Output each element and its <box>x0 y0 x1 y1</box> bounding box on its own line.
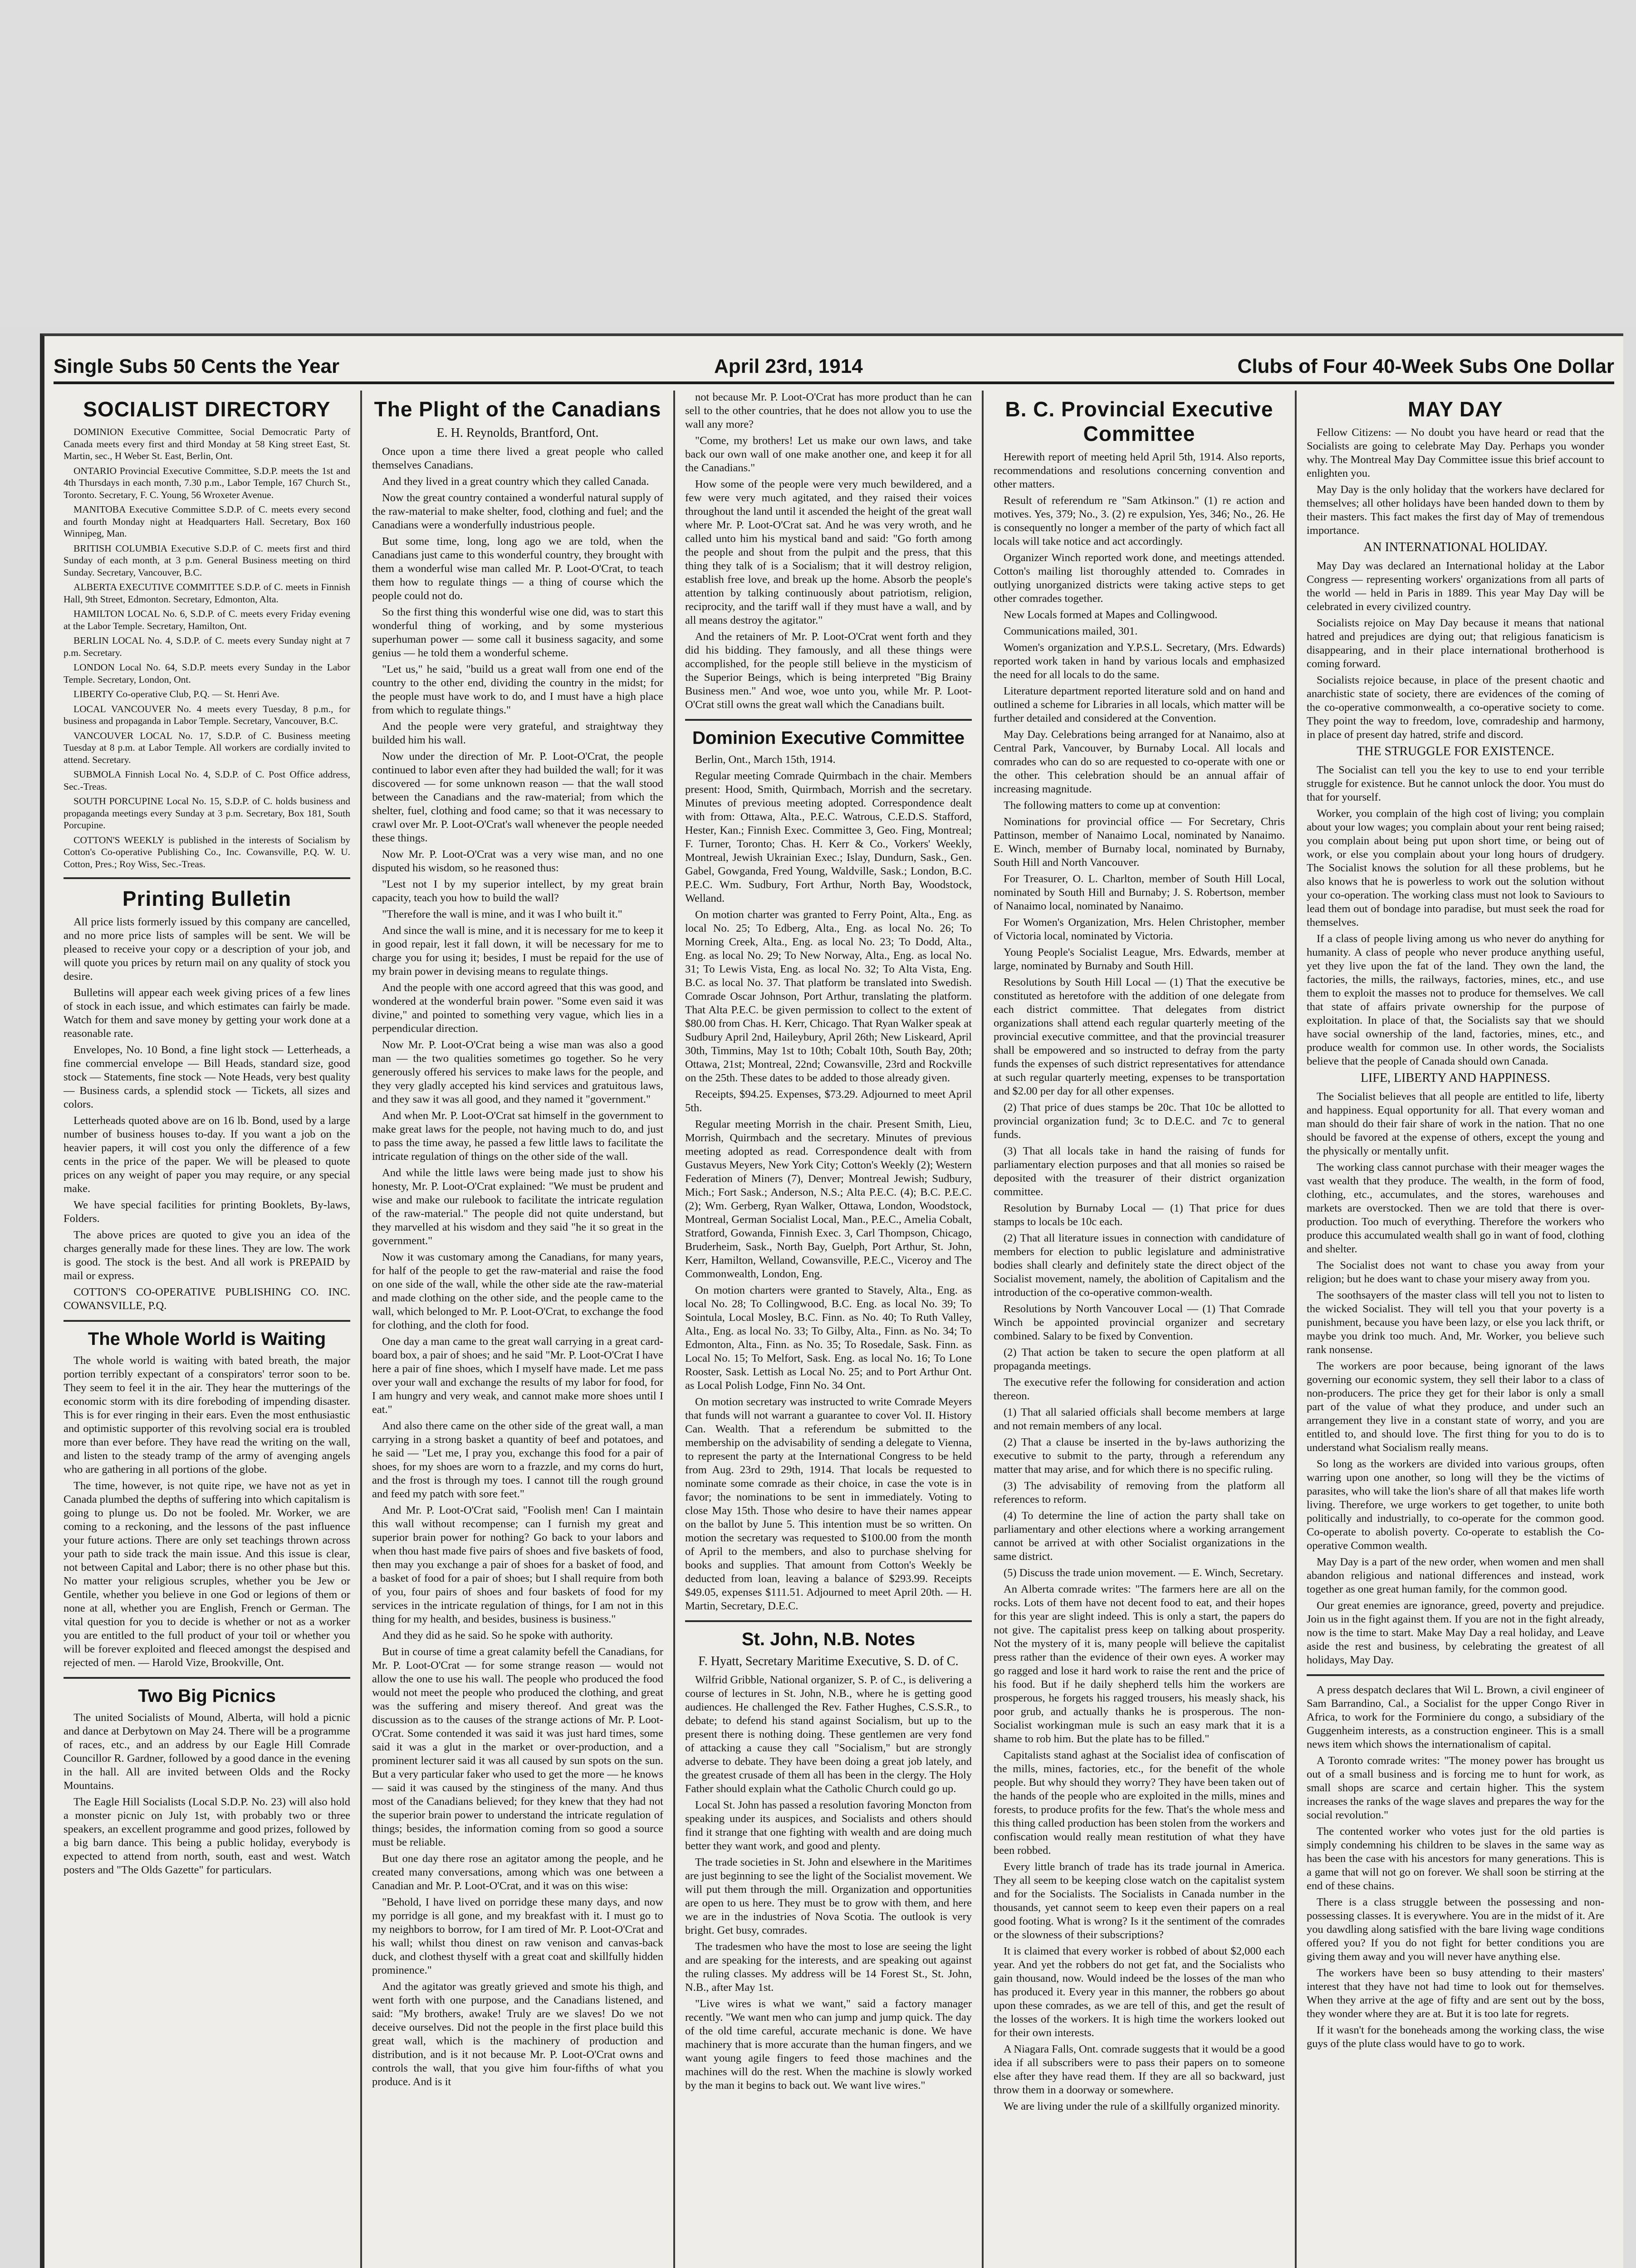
report-paragraph: Communications mailed, 301. <box>1004 625 1138 637</box>
article-paragraph: "Lest not I by my superior intellect, by my great brain capacity, teach you how to build the wall? <box>372 878 663 904</box>
report-paragraph: For Treasurer, O. L. Charlton, member of South Hill Local, nominated by South Hill and Burnaby; J. S. Robertson, member of Nanaimo local, nominated by Nanaimo. <box>994 873 1285 912</box>
printing-paragraph: Letterheads quoted above are on 16 lb. Bond, used by a large number of business houses to-day. If you want a job on the heavier papers, it will cost you only the difference of a few cents in the price of the paper. We will be pleased to quote prices on any weight of paper you may require, or any special make. <box>64 1114 350 1195</box>
article-paragraph: Now under the direction of Mr. P. Loot-O'Crat, the people continued to labor even after they had builded the wall; for it was discovered — for some unknown reason — that the wall stood between the Canadians and the raw-material; from which the shelter, fuel, clothing and food came; so that it was necessary to crawl over Mr. P. Loot-O'Crat's wall whenever the people needed these things. <box>372 750 663 844</box>
may-day-paragraph: If a class of people living among us who never do anything for humanity. A class of people who never produce anything useful, yet they live upon the fat of the land. They own the land, the factories, the mills, the railways, factories, mines, etc., and use them to exploit the masses not to produce for themselves. We call that state of affairs private ownership for the purpose of exploitation. In place of that, the Socialists say that we should have social ownership of the land, factories, mines, etc., and produce wealth for common use. In other words, the Socialists believe that the people of Canada should own Canada. <box>1307 933 1604 1067</box>
directory-entry: LOCAL VANCOUVER No. 4 meets every Tuesday, 8 p.m., for business and propaganda in Labor Temple. Secretary, Vancouver, B.C. <box>64 703 350 726</box>
may-day-paragraph: Worker, you complain of the high cost of living; you complain about your low wages; you complain about your rent being raised; you complain about being put upon short time, or being out of work, or else you complain about your long hours of drudgery. The Socialist knows the solution for all these problems, but he also knows that he is powerless to work out the solution without your co-operation. The working class must not look to Saviours to lead them out of bondage into paradise, but must seek the road for themselves. <box>1307 807 1604 929</box>
printing-paragraph: COTTON'S CO-OPERATIVE PUBLISHING CO. INC. COWANSVILLE, P.Q. <box>64 1286 350 1312</box>
news-item: A press despatch declares that Wil L. Brown, a civil engineer of Sam Barrandino, Cal., a Socialist for the upper Congo River in Africa, to work for the Forminiere du congo, a subsidiary of the Guggenheim interests, as a construction engineer. This is a small news item which shows the internationalism of capital. <box>1307 1684 1604 1750</box>
may-day-paragraph: Our great enemies are ignorance, greed, poverty and prejudice. Join us in the fight against them. If you are not in the fight already, now is the time to start. Make May Day a real holiday, and Leave aside the rest and business, by celebrating the greatest of all holidays, May Day. <box>1307 1599 1604 1666</box>
report-paragraph: Literature department reported literature sold and on hand and outlined a scheme for Libraries in all locals, which matter will be further detailed and considered at the Convention. <box>994 685 1285 724</box>
plight-byline: E. H. Reynolds, Brantford, Ont. <box>436 426 599 440</box>
news-item: The workers have been so busy attending to their masters' interest that they have not had time to look out for themselves. When they arrive at the age of fifty and are sent out by the boss, they wonder where they are at. But it is too late for regrets. <box>1307 1967 1604 2020</box>
article-paragraph: Now Mr. P. Loot-O'Crat was a very wise man, and no one disputed his wisdom, so he reasoned thus: <box>372 848 663 874</box>
article-paragraph: And also there came on the other side of the great wall, a man carrying in a strong basket a quantity of beef and potatoes, and he said — "Let me, I pray you, exchange this food for a pair of shoes, for my shoes are worn to a frazzle, and my corns do hurt, and the frost is through my toes. I cannot till the rough ground and feed my patch with sore feet." <box>372 1420 663 1500</box>
scan-margin-top <box>0 0 1636 327</box>
section-divider <box>64 877 350 879</box>
article-paragraph: Now the great country contained a wonderful natural supply of the raw-material to make shelter, food, clothing and fuel; and the Canadians were a wonderfully industrious people. <box>372 492 663 531</box>
article-paragraph: But one day there rose an agitator among the people, and he created many conversations, among which was one between a Canadian and Mr. P. Loot-O'Crat, and it was on this wise: <box>372 1853 663 1892</box>
may-day-paragraph: The Socialist believes that all people are entitled to life, liberty and happiness. Equal opportunity for all. That every woman and man should do their fair share of work in the nation. That no one should be favored at the expense of others, except the young and the physically or mentally unfit. <box>1307 1090 1604 1157</box>
plight-title: The Plight of the Canadians <box>374 397 661 421</box>
report-paragraph: (4) To determine the line of action the party shall take on parliamentary and other elections where a working arrangement cannot be arrived at with other Socialist organizations in the same district. <box>994 1510 1285 1563</box>
report-paragraph: Herewith report of meeting held April 5th, 1914. Also reports, recommendations and resolutions concerning convention and other matters. <box>994 451 1285 490</box>
bc-provincial-title: B. C. Provincial Executive Committee <box>1005 397 1274 445</box>
article-paragraph: And while the little laws were being made just to show his honesty, Mr. P. Loot-O'Crat explained: "We must be prudent and wise and make our rulebook to facilitate the intricate regulation of the raw-material." The people did not quite understand, but they marvelled at his wisdom and they said "he it so great in the government." <box>372 1167 663 1247</box>
article-paragraph: And the retainers of Mr. P. Loot-O'Crat went forth and they did his bidding. They famously, and all these things were accomplished, for the people still believe in the mysticism of the Superior Beings, which is being interpreted "Big Brainy Business men." And woe, woe unto you, while Mr. P. Loot-O'Crat still owns the great wall which the Canadians built. <box>685 631 972 711</box>
article-paragraph: But in course of time a great calamity befell the Canadians, for Mr. P. Loot-O'Crat — for some strange reason — would not allow the one to use his wall. The people who produced the food would not meet the people who produced the clothing, and great was the suffering and misery thereof. And great was the discussion as to the causes of the strange actions of Mr. P. Loot-O'Crat. Some contended it was said it was just hard times, some said it was a glut in the market or over-production, and a prominent lecturer said it was all caused by sun spots on the sun. But a very particular faker who used to get the more — he knows — said it was caused by the stinginess of the many. And thus most of the Canadians believed; for they knew that they had not the superior brain power to understand the intricate regulation of things; besides, the information coming from so good a source must be reliable. <box>372 1646 663 1848</box>
news-item: A Toronto comrade writes: "The money power has brought us out of a small business and is forcing me to hunt for work, as small shops are scarce and certain higher. This the system increases the ranks of the wage slaves and prepares the way for the social revolution." <box>1307 1755 1604 1821</box>
section-divider <box>685 1620 972 1622</box>
report-paragraph: An Alberta comrade writes: "The farmers here are all on the rocks. Lots of them have not decent food to eat, and their hopes for this year are slight indeed. This is only a start, the papers do not give. The capitalist press keep on talking about prosperity. Not the mystery of it is, many people will believe the capitalist press rather than the evidence of their own eyes. A worker may go ragged and lose it hard work to raise the rent and the price of his food. But if he daily shepherd tells him the workers are prosperous, he forgets his ragged trousers, his measly shack, his poor grub, and actually thanks he is prosperous. The non-Socialist workingman mule is such an easy mark that it is a shame to rob him. But the plate has to be filled." <box>994 1583 1285 1745</box>
news-item: If it wasn't for the boneheads among the working class, the wise guys of the plute class would have to go to work. <box>1307 2024 1604 2050</box>
news-item: There is a class struggle between the possessing and non-possessing classes. It is everywhere. You are in the midst of it. Are you dawdling along satisfied with the bare living wage conditions offered you? If you do not fight for better conditions you are giving them away and you will never have anything else. <box>1307 1896 1604 1963</box>
directory-entry: LONDON Local No. 64, S.D.P. meets every Sunday in the Labor Temple. Secretary, London, Ont. <box>64 662 350 685</box>
notes-paragraph: The tradesmen who have the most to lose are seeing the light and are speaking for the interests, and are speaking out against the ruling classes. My address will be 14 Forest St., St. John, N.B., after May 1st. <box>685 1941 972 1994</box>
may-day-paragraph: The working class cannot purchase with their meager wages the vast wealth that they produce. The wealth, in the form of food, clothing, etc., accumulates, and the stores, warehouses and markets are overstocked. Then we are told that there is over-production. Too much of everything. Therefore the workers who produce this accumulated wealth shall go in want of food, clothing and shelter. <box>1307 1161 1604 1255</box>
may-day-paragraph: The Socialist can tell you the key to use to end your terrible struggle for existence. But he cannot unlock the door. You must do that for yourself. <box>1307 764 1604 803</box>
printing-bulletin-title: Printing Bulletin <box>122 887 292 910</box>
notes-paragraph: Local St. John has passed a resolution favoring Moncton from speaking under its auspices, and Socialists and others should find it strange that one fighting with wealth and are doing much better they want work, and good and plenty. <box>685 1799 972 1852</box>
newspaper-page <box>40 333 1623 2268</box>
report-paragraph: Women's organization and Y.P.S.L. Secretary, (Mrs. Edwards) reported work taken in hand by various locals and emphasized the need for all locals to do the same. <box>994 641 1285 681</box>
article-paragraph: And the people with one accord agreed that this was good, and wondered at the wonderful brain power. "Some even said it was divine," and pointed to something very vague, which lies in a perpendicular direction. <box>372 982 663 1035</box>
article-paragraph: Once upon a time there lived a great people who called themselves Canadians. <box>372 445 663 471</box>
may-day-paragraph: The workers are poor because, being ignorant of the laws governing our economic system, they sell their labor to a class of non-producers. The price they get for their labor is only a small part of the value of what they produce, and under such an arrangement they live in a constant state of worry, and you are entitled to, and should love. The first thing for you to do is to understand what Socialism really means. <box>1307 1360 1604 1454</box>
socialist-directory-list <box>64 426 350 870</box>
directory-entry: SOUTH PORCUPINE Local No. 15, S.D.P. of C. holds business and propaganda meetings every Sunday at 3 p.m. Secretary, Box 181, South Porcupine. <box>64 796 350 831</box>
world-paragraph: The time, however, is not quite ripe, we have not as yet in Canada plumbed the depths of suffering into which capitalism is going to plunge us. Do not be fooled. Mr. Worker, we are coming to a reckoning, and the lessons of the past influence your future actions. There are only set teachings thrown across your path to side track the main issue. And this issue is clear, not between Capital and Labor; there is no other phase but this. No matter your religious scruples, whether you be Jew or Gentile, whether you believe in one God or legions of them or none at all, whether you are English, French or German. The vital question for you to decide is whether or not as a worker you are entitled to the full product of your toil or whether you will be forever exploited and fleeced amongst the despised and rejected of men. — Harold Vize, Brookville, Ont. <box>64 1480 350 1669</box>
directory-entry: BRITISH COLUMBIA Executive S.D.P. of C. meets first and third Sunday of each month, at 3 p.m. General Business meeting on third Sunday. Secretary, Vancouver, B.C. <box>64 543 350 578</box>
article-paragraph: And the agitator was greatly grieved and smote his thigh, and went forth with one purpose, and the Canadians listened, and said: "My brothers, awake! Truly are we slaves! Do we not deceive ourselves. Did not the people in the first place build this great wall, which is the machinery of production and distribution, and is it not because Mr. P. Loot-O'Crat owns and controls the wall, that you give him four-fifths of what you produce. And is it <box>372 1980 663 2088</box>
minutes-paragraph: On motion secretary was instructed to write Comrade Meyers that funds will not warrant a guarantee to cover Vol. II. History Can. Wealth. That a referendum be submitted to the membership on the advisability of sending a delegate to Vienna, to represent the party at the International Congress to be held from Aug. 23rd to 29th, 1914. That locals be requested to nominate some comrade as their choice, in case the vote is in favor; the nominations to be sent in immediately. Voting to close May 15th. Those who desire to have their names appear on the ballot by June 5. This intention must be so written. On motion the secretary was requested to $100.00 from the month of April to the members, and also to purchase shelving for books and supplies. That amount from Cotton's Weekly be deducted from loan, leaving a balance of $293.99. Receipts $49.05, expenses $111.51. Adjourned to meet April 20th. — H. Martin, Secretary, D.E.C. <box>685 1396 972 1612</box>
report-paragraph: (5) Discuss the trade union movement. — E. Winch, Secretary. <box>1004 1567 1283 1579</box>
masthead <box>54 340 1614 384</box>
report-paragraph: Result of referendum re "Sam Atkinson." (1) re action and motives. Yes, 379; No., 3. (2) re expulsion, Yes, 346; No., 26. He is consequently no longer a member of the party of which fact all locals will take notice and act accordingly. <box>994 494 1285 547</box>
directory-entry: ONTARIO Provincial Executive Committee, S.D.P. meets the 1st and 4th Thursdays in each month, 7.30 p.m., Labor Temple, 167 Church St., Toronto. Secretary, F. C. Young, 56 Wroxeter Avenue. <box>64 465 350 500</box>
article-paragraph: But some time, long, long ago we are told, when the Canadians just came to this wonderful country, they brought with them a wonderful wise man called Mr. P. Loot-O'Crat, to teach them how to regulate things — a thing of course which the people could not do. <box>372 535 663 602</box>
article-paragraph: And when Mr. P. Loot-O'Crat sat himself in the government to make great laws for the people, not having much to do, and just to pass the time away, he passed a few little laws to facilitate the intricate regulation of things on the other side of the wall. <box>372 1110 663 1163</box>
article-paragraph: "Let us," he said, "build us a great wall from one end of the country to the other end, dividing the country in the midst; for the people must have work to do, and I must have a high place from which to regulate things." <box>372 663 663 716</box>
report-paragraph: The executive refer the following for consideration and action thereon. <box>994 1376 1285 1402</box>
report-paragraph: (2) That action be taken to secure the open platform at all propaganda meetings. <box>994 1346 1285 1372</box>
report-paragraph: (2) That price of dues stamps be 20c. That 10c be allotted to provincial organization fund; 3c to D.E.C. and 7c to general funds. <box>994 1101 1285 1141</box>
column-5 <box>1297 391 1614 2268</box>
article-paragraph: not because Mr. P. Loot-O'Crat has more product than he can sell to the other countries, that he does not allow you to use the wall any more? <box>685 391 972 430</box>
may-day-paragraph: The Socialist does not want to chase you away from your religion; but he does want to chase your misery away from you. <box>1307 1259 1604 1285</box>
directory-entry: ALBERTA EXECUTIVE COMMITTEE S.D.P. of C. meets in Finnish Hall, 9th Street, Edmonton. Secretary, Edmonton, Alta. <box>64 582 350 605</box>
minutes-paragraph: Berlin, Ont., March 15th, 1914. <box>695 753 836 766</box>
notes-paragraph: Wilfrid Gribble, National organizer, S. P. of C., is delivering a course of lectures in St. John, N.B., where he is getting good audiences. He challenged the Rev. Father Hughes, C.S.S.R., to debate; to defend his stand against Socialism, but up to the present there is nothing doing. These gentlemen are very fond of attacking a cause they call "Socialism," but are strongly adverse to debate. They have been doing a great job lately, and the greatest crusade of them all has been in the clergy. The Holy Father should explain what the Catholic Church could go up. <box>685 1674 972 1795</box>
section-divider <box>64 1677 350 1679</box>
minutes-paragraph: Receipts, $94.25. Expenses, $73.29. Adjourned to meet April 5th. <box>685 1088 972 1114</box>
report-paragraph: May Day. Celebrations being arranged for at Nanaimo, also at Central Park, Vancouver, by Burnaby Local. All locals and comrades who can do so are requested to co-operate with one or the other. This celebration should be an annual affair of increasing magnitude. <box>994 728 1285 795</box>
report-paragraph: Resolutions by North Vancouver Local — (1) That Comrade Winch be appointed provincial organizer and secretary combined. Salary to be fixed by Convention. <box>994 1303 1285 1342</box>
printing-paragraph: We have special facilities for printing Booklets, By-laws, Folders. <box>64 1199 350 1225</box>
directory-entry: MANITOBA Executive Committee S.D.P. of C. meets every second and fourth Monday night at Headquarters Hall. Secretary, Box 160 Winnipeg, Man. <box>64 504 350 539</box>
may-day-paragraph: Fellow Citizens: — No doubt you have heard or read that the Socialists are going to celebrate May Day. Perhaps you wonder why. The Montreal May Day Committee issue this brief account to enlighten you. <box>1307 426 1604 479</box>
article-paragraph: "Therefore the wall is mine, and it was I who built it." <box>382 908 622 920</box>
article-paragraph: So the first thing this wonderful wise one did, was to start this wonderful thing of working, and by some mysterious superhuman power — some call it business sagacity, and some genius — he told them a wonderful scheme. <box>372 606 663 659</box>
section-divider <box>64 1320 350 1322</box>
report-paragraph: Capitalists stand aghast at the Socialist idea of confiscation of the mills, mines, factories, etc., for the benefit of the whole people. But why should they worry? They have been taken out of the hands of the people who are exploited in the mills, mines and forests, to produce profits for the few. That's the whole mess and this thing called production has been stolen from the workers and confiscation would really mean restitution of what they have been robbed. <box>994 1749 1285 1857</box>
notes-paragraph: The trade societies in St. John and elsewhere in the Maritimes are just beginning to see the light of the Socialist movement. We will put them through the mill. Organization and opportunities are open to us here. They must be to grow with them, and here we are in the industries of Nova Scotia. The outlook is very bright. Get busy, comrades. <box>685 1856 972 1936</box>
international-holiday-subhead: AN INTERNATIONAL HOLIDAY. <box>1363 540 1548 554</box>
printing-paragraph: Bulletins will appear each week giving prices of a few lines of stock in each issue, and which estimates can fairly be made. Watch for them and save money by getting your work done at a reasonable rate. <box>64 987 350 1040</box>
report-paragraph: (1) That all salaried officials shall become members at large and not remain members of any local. <box>994 1406 1285 1432</box>
news-item: The contented worker who votes just for the old parties is simply condemning his children to be slaves in the same way as has been the case with his ancestors for many generations. This is a game that will not go on forever. We shall soon be stirring at the end of these chains. <box>1307 1825 1604 1892</box>
picnics-paragraph: The united Socialists of Mound, Alberta, will hold a picnic and dance at Derbytown on May 24. There will be a programme of races, etc., and an address by our Eagle Hill Comrade Councillor R. Gardner, followed by a good dance in the evening in the hall. All are invited between Olds and the Rocky Mountains. <box>64 1711 350 1792</box>
section-divider <box>685 719 972 721</box>
article-paragraph: And they lived in a great country which they called Canada. <box>382 475 649 488</box>
masthead-subscription-left: Single Subs 50 Cents the Year <box>54 355 340 377</box>
may-day-title: MAY DAY <box>1408 397 1503 421</box>
report-paragraph: Resolutions by South Hill Local — (1) That the executive be constituted as heretofore with the addition of one delegate from each district committee. That delegates from district organizations shall attend each regular quarterly meeting of the provincial executive committee, and that the provincial treasurer shall be empowered and so instructed to defray from the party funds the expenses of such district representatives for attendance at such regular quarterly meeting, expenses to be transportation and $2.00 per day for all other expenses. <box>994 976 1285 1097</box>
article-paragraph: And they did as he said. So he spoke with authority. <box>382 1629 613 1642</box>
may-day-paragraph: So long as the workers are divided into various groups, often warring upon one another, so long will they be the victims of parasites, who will take the lion's share of all that makes life worth living. Therefore, we urge workers to get together, to unite both politically and industrially, to co-operate for the common good. Co-operate to abolish poverty. Co-operate to establish the Co-operative Common wealth. <box>1307 1458 1604 1552</box>
article-paragraph: And since the wall is mine, and it is necessary for me to keep it in good repair, lest it fall down, it will be necessary for me to charge you for using it; besides, I must be repaid for the use of my brain power in devising means to regulate things. <box>372 924 663 978</box>
report-paragraph: We are living under the rule of a skillfully organized minority. <box>1004 2100 1280 2112</box>
printing-paragraph: All price lists formerly issued by this company are cancelled, and no more price lists of samples will be sent. We will be pleased to receive your copy or a description of your job, and will quote you prices by return mail on any quality of stock you desire. <box>64 916 350 982</box>
masthead-date: April 23rd, 1914 <box>714 355 863 377</box>
section-divider <box>1307 1674 1604 1676</box>
masthead-subscription-right: Clubs of Four 40-Week Subs One Dollar <box>1237 355 1614 377</box>
may-day-paragraph: Socialists rejoice on May Day because it means that national hatred and prejudices are dying out; that religious fanaticism is disappearing, and in their place international brotherhood is coming forward. <box>1307 617 1604 670</box>
article-paragraph: And the people were very grateful, and straightway they builded him his wall. <box>372 720 663 746</box>
report-paragraph: Nominations for provincial office — For Secretary, Chris Pattinson, member of Nanaimo Local, nominated by Nanaimo. E. Winch, member of Burnaby local, nominated by Burnaby, South Hill and North Vancouver. <box>994 816 1285 869</box>
report-paragraph: (2) That a clause be inserted in the by-laws authorizing the executive to submit to the party, through a referendum any matter that may arise, and for which there is no specific ruling. <box>994 1436 1285 1476</box>
report-paragraph: Organizer Winch reported work done, and meetings attended. Cotton's mailing list thoroughly attended to. Comrades in outlying unorganized districts were taking active steps to get other comrades together. <box>994 552 1285 605</box>
directory-entry: DOMINION Executive Committee, Social Democratic Party of Canada meets every first and third Monday at 58 King street East, St. Martin, sec., H Weber St. East, Berlin, Ont. <box>64 426 350 461</box>
column-4 <box>984 391 1297 2268</box>
article-paragraph: "Come, my brothers! Let us make our own laws, and take back our own wall of one make another one, and keep it for all the Canadians." <box>685 435 972 474</box>
directory-entry: SUBMOLA Finnish Local No. 4, S.D.P. of C. Post Office address, Sec.-Treas. <box>64 769 350 792</box>
column-3 <box>675 391 984 2268</box>
whole-world-title: The Whole World is Waiting <box>88 1329 326 1349</box>
report-paragraph: (2) That all literature issues in connection with candidature of members for election to public legislature and administrative bodies shall clearly and definitely state the direct object of the Socialist movement, namely, the abolition of Capitalism and the introduction of the co-operative common-wealth. <box>994 1232 1285 1299</box>
minutes-paragraph: On motion charter was granted to Ferry Point, Alta., Eng. as local No. 25; To Edberg, Alta., Eng. as local No. 26; To Morning Creek, Alta., Eng. as local No. 23; To Dodd, Alta., Eng. as local No. 29; To New Norway, Alta., Eng. as local No. 31; To Lewis Vista, Eng. as local No. 32; To Alta Vista, Eng. B.C. as local No. 37. That platform be translated into Swedish. Comrade Oscar Johnson, Port Arthur, translating the platform. That Alta P.E.C. be given permission to collect to the extent of $80.00 from Chas. H. Kerr, Chicago. That Ryan Walker speak at Sudbury April 2nd, Haileybury, April 26th; New Liskeard, April 30th, Timmins, May 1st to 10th; Cobalt 10th, South Bay, 20th; Ottawa, 21st; Montreal, 22nd; Cowansville, 23rd and Rockville on the 25th. These dates to be added to those already given. <box>685 909 972 1084</box>
dominion-executive-title: Dominion Executive Committee <box>692 728 965 748</box>
directory-entry: BERLIN LOCAL No. 4, S.D.P. of C. meets every Sunday night at 7 p.m. Secretary. <box>64 635 350 658</box>
st-john-notes-title: St. John, N.B. Notes <box>741 1629 916 1649</box>
report-paragraph: New Locals formed at Mapes and Collingwood. <box>1004 609 1218 621</box>
minutes-paragraph: Regular meeting Morrish in the chair. Present Smith, Lieu, Morrish, Quirmbach and the secretary. Minutes of previous meeting adopted as read. Correspondence dealt with from Gustavus Meyers, New York City; Cotton's Weekly (2); Western Federation of Miners (7), Denver; Montreal Jewish; Sudbury, Mich.; Fort Sask.; Anderson, N.S.; Alta P.E.C. (4); B.C. P.E.C. (2); Wm. Gerberg, Ryan Walker, Ottawa, London, Woodstock, Montreal, German Socialist Local, Man., P.E.C., Amelia Cobalt, Stratford, Gowanda, Finnish Exec. 3, Carl Thompson, Chicago, Bruderheim, Sask., North Bay, Guelph, Port Arthur, St. John, Kerr, Hamilton, Welland, Cowansville, P.E.C., Viceroy and The Commonwealth, London, Eng. <box>685 1118 972 1280</box>
may-day-paragraph: May Day is a part of the new order, when women and men shall abandon religious and national differences and instead, work together as one great human family, for the common good. <box>1307 1556 1604 1595</box>
may-day-paragraph: May Day was declared an International holiday at the Labor Congress — representing workers' organizations from all parts of the world — held in Paris in 1889. This year May Day will be celebrated in every civilized country. <box>1307 560 1604 613</box>
article-paragraph: One day a man came to the great wall carrying in a great card-board box, a pair of shoes; and he said "Mr. P. Loot-O'Crat I have here a pair of fine shoes, which I myself have made. Let me pass over your wall and exchange the results of my labor for food, for I am hungry and very weak, and cannot make more shoes until I eat." <box>372 1335 663 1416</box>
printing-paragraph: The above prices are quoted to give you an idea of the charges generally made for these lines. They are low. The work is good. The stock is the best. And all work is PREPAID by mail or express. <box>64 1229 350 1282</box>
minutes-paragraph: Regular meeting Comrade Quirmbach in the chair. Members present: Hood, Smith, Quirmbach, Morrish and the secretary. Minutes of previous meeting adopted. Correspondence dealt with from: Ottawa, Alta., P.E.C. Watrous, C.E.D.S. Stafford, Hester, Kan.; Finnish Exec. Committee 3, Geo. Fing, Montreal; F. Turner, Toronto; Chas. H. Kerr & Co., Vorkers' Weekly, Montreal, Jewish Ukrainian Exec.; Islay, Dundurn, Sask., Gen. Gabel, Gowganda, Fred Young, Waldville, Sask.; London, B.C. P.E.C. Wm. Sudbury, Fort Arthur, North Bay, Woodstock, Welland. <box>685 770 972 904</box>
world-paragraph: The whole world is waiting with bated breath, the major portion terribly expectant of a conspirators' terror soon to be. They seem to feel it in the air. They hear the mutterings of the economic storm with its dire foreboding of impending disaster. This is for ever ringing in their ears. Even the most enthusiastic and optimistic supporter of this revolving social era is troubled more than ever before. They have read the writing on the wall, and listen to the steady tramp of the army of avenging angels who are gathering in all portions of the globe. <box>64 1354 350 1476</box>
directory-entry: VANCOUVER LOCAL No. 17, S.D.P. of C. Business meeting Tuesday at 8 p.m. at Labor Temple. All workers are cordially invited to attend. Secretary. <box>64 730 350 765</box>
report-paragraph: Resolution by Burnaby Local — (1) That price for dues stamps to locals be 10c each. <box>994 1202 1285 1228</box>
article-paragraph: How some of the people were very much bewildered, and a few were very much agitated, and they raised their voices throughout the land until it ascended the height of the great wall where Mr. P. Loot-O'Crat sat. And he was very wroth, and he called unto him his mystical band and said: "Go forth among the people and shout from the pulpit and the press, that this thing they talk of is a Socialism; that it will destroy religion, establish free love, and break up the home. Absorb the people's attention by talking continuously about patriotism, religion, reciprocity, and the tariff wall if they must have a wall, and by all means destroy the agitator." <box>685 478 972 626</box>
printing-paragraph: Envelopes, No. 10 Bond, a fine light stock — Letterheads, a fine commercial envelope — Bill Heads, standard size, good stock — Statements, fine stock — Note Heads, very best quality — Business cards, a splendid stock — Tickets, all sizes and colors. <box>64 1044 350 1110</box>
picnics-paragraph: The Eagle Hill Socialists (Local S.D.P. No. 23) will also hold a monster picnic on July 1st, with probably two or three speakers, an excellent programme and good prizes, followed by a big barn dance. This being a public holiday, everybody is expected to attend from north, south, east and west. Watch posters and "The Olds Gazette" for particulars. <box>64 1796 350 1876</box>
column-1 <box>54 391 362 2268</box>
article-paragraph: "Behold, I have lived on porridge these many days, and now my porridge is all gone, and my breakfast with it. I must go to my neighbors to borrow, for I am tired of Mr. P. Loot-O'Crat and his wall; whilst thou dinest on raw venison and canvas-back duck, and clothest thyself with a great coat and skillfully hidden prominence." <box>372 1896 663 1976</box>
report-paragraph: Young People's Socialist League, Mrs. Edwards, member at large, nominated by Burnaby and South Hill. <box>994 946 1285 972</box>
struggle-subhead: THE STRUGGLE FOR EXISTENCE. <box>1357 744 1554 758</box>
may-day-paragraph: Socialists rejoice because, in place of the present chaotic and anarchistic state of society, there are evidences of the coming of the co-operative commonwealth, a co-operative society to come. They point the way to freedom, love, comradeship and harmony, in place of present day hatred, strife and discord. <box>1307 674 1604 741</box>
report-paragraph: Every little branch of trade has its trade journal in America. They all seem to be keeping close watch on the capitalist system and for the Socialists. The Socialists in Canada number in the thousands, yet cannot seem to keep even their papers on a real good footing. What is wrong? Is it the sentiment of the comrades or the slowness of their subscriptions? <box>994 1861 1285 1941</box>
notes-paragraph: "Live wires is what we want," said a factory manager recently. "We want men who can jump and jump quick. The day of the old time careful, accurate mechanic is done. We have machinery that is more accurate than the human fingers, and we want young agile fingers to feed those machines and the machines will do the rest. When the machine is slowly worked by the man it begins to back out. We want live wires." <box>685 1998 972 2092</box>
report-paragraph: (3) That all locals take in hand the raising of funds for parliamentary election purposes and that all monies so raised be deposited with the treasurer of their district organization committee. <box>994 1145 1285 1198</box>
directory-entry: LIBERTY Co-operative Club, P.Q. — St. Henri Ave. <box>73 689 279 699</box>
report-paragraph: The following matters to come up at convention: <box>1004 799 1221 811</box>
article-paragraph: Now Mr. P. Loot-O'Crat being a wise man was also a good man — the two qualities sometimes go together. So he very generously offered his services to make laws for the people, and they very gladly accepted his kind services and gratuitous laws, and they saw it was all good, and they named it "government." <box>372 1039 663 1105</box>
life-liberty-subhead: LIFE, LIBERTY AND HAPPINESS. <box>1360 1071 1551 1085</box>
report-paragraph: It is claimed that every worker is robbed of about $2,000 each year. And yet the robbers do not get fat, and the Socialists who gain thousand, now. Would indeed be the losses of the man who has produced it. Every year in this manner, the robbers go about upon these comrades, as we are tell of this, and get the result of the losses of the workers. It is high time the workers looked out for their own interests. <box>994 1945 1285 2039</box>
report-paragraph: A Niagara Falls, Ont. comrade suggests that it would be a good idea if all subscribers were to pass their papers on to someone else after they have read them. If they are all so backward, just throw them in a doorway or somewhere. <box>994 2043 1285 2096</box>
column-2 <box>362 391 675 2268</box>
article-paragraph: Now it was customary among the Canadians, for many years, for half of the people to get the raw-material and raise the food on one side of the wall, while the other side ate the raw-material and made clothing on the other side, and the people came to the wall, which belonged to Mr. P. Loot-O'Crat, to exchange the food for clothing, and the cloth for food. <box>372 1251 663 1331</box>
minutes-paragraph: On motion charters were granted to Stavely, Alta., Eng. as local No. 28; To Collingwood, B.C. Eng. as local No. 39; To Sointula, Local Mosley, B.C. Finn. as No. 40; To Ruth Valley, Alta., Eng. as local No. 33; To Gilby, Alta., Finn. as No. 34; To Edmonton, Alta., Finn. as No. 35; To Rosedale, Sask. Finn. as Local No. 15; To Melfort, Sask. Eng. as local No. 16; To Lone Rooster, Sask. Lettish as Local No. 25; and to Port Arthur Ont. as Local Polish Lodge, Finn No. 34 Ont. <box>685 1284 972 1392</box>
article-paragraph: And Mr. P. Loot-O'Crat said, "Foolish men! Can I maintain this wall without recompense; can I furnish my great and superior brain power for nothing? Go back to your labors and when thou hast made five pairs of shoes and five baskets of food, then may you exchange a pair of shoes for a basket of food, and a basket of food for a pair of shoes; but I shall require from both of you, four pairs of shoes and four baskets of food for my services in the intricate regulation of things, for I am not in this thing for my health, and besides, business is business." <box>372 1504 663 1625</box>
report-paragraph: For Women's Organization, Mrs. Helen Christopher, member of Victoria local, nominated by Victoria. <box>994 916 1285 942</box>
directory-entry: COTTON'S WEEKLY is published in the interests of Socialism by Cotton's Co-operative Publishing Co., Inc. Cowansville, P.Q. W. U. Cotton, Pres.; Roy Wiss, Sec.-Treas. <box>64 834 350 870</box>
may-day-paragraph: The soothsayers of the master class will tell you not to listen to the wicked Socialist. They will tell you that your poverty is a punishment, because you have been lazy, or else you lack thrift, or maybe you drink too much. And, Mr. Worker, you believe such rank nonsense. <box>1307 1289 1604 1356</box>
st-john-byline: F. Hyatt, Secretary Maritime Executive, S. D. of C. <box>698 1654 959 1668</box>
report-paragraph: (3) The advisability of removing from the platform all references to reform. <box>994 1480 1285 1505</box>
two-big-picnics-title: Two Big Picnics <box>138 1686 276 1706</box>
socialist-directory-title: SOCIALIST DIRECTORY <box>83 397 331 421</box>
directory-entry: HAMILTON LOCAL No. 6, S.D.P. of C. meets every Friday evening at the Labor Temple. Secretary, Hamilton, Ont. <box>64 608 350 631</box>
may-day-paragraph: May Day is the only holiday that the workers have declared for themselves; all other holidays have been handed down to them by their masters. This fact makes the first day of May of tremendous importance. <box>1307 484 1604 537</box>
